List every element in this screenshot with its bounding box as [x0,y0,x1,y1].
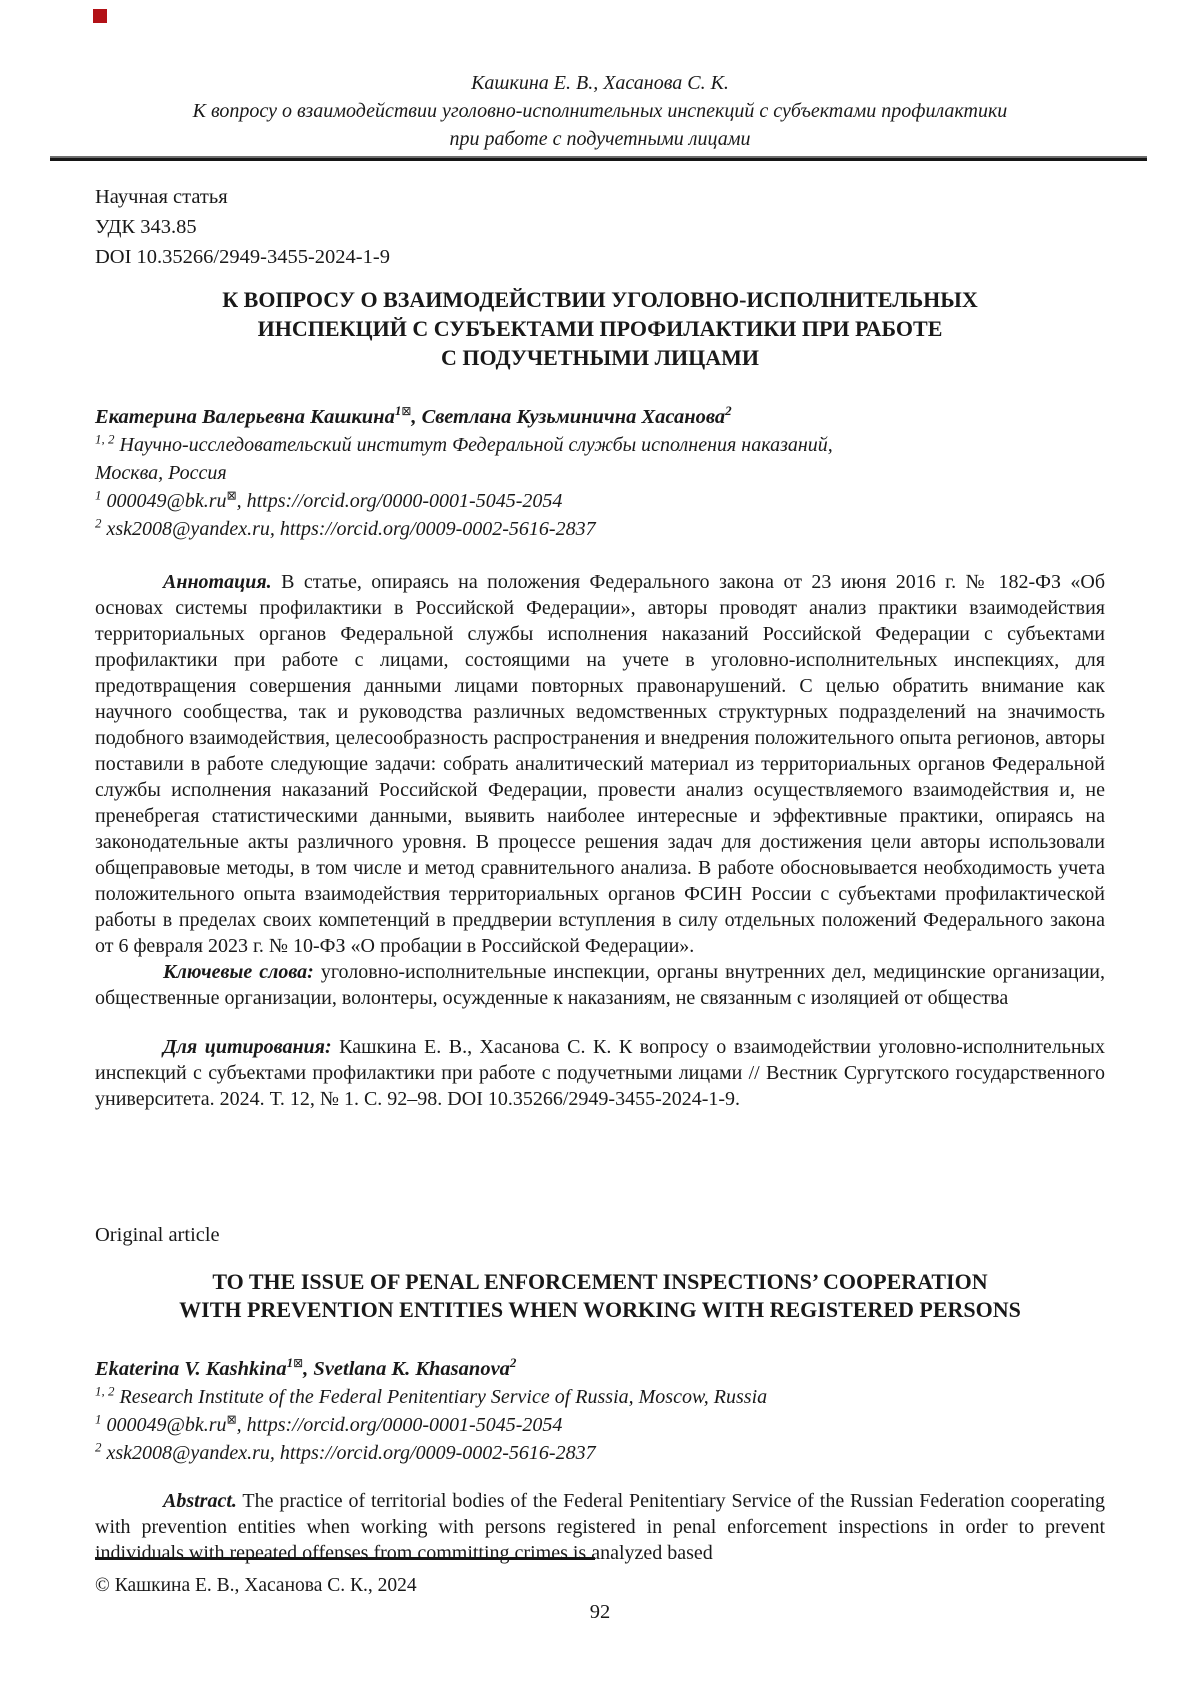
title-ru-line-1: К ВОПРОСУ О ВЗАИМОДЕЙСТВИИ УГОЛОВНО-ИСПОЛНИТЕЛЬНЫХ [222,287,978,312]
contact-ru-1-orcid: , https://orcid.org/0000-0001-5045-2054 [236,490,563,512]
envelope-icon: ⊠ [226,1412,237,1427]
title-en-line-2: WITH PREVENTION ENTITIES WHEN WORKING WITH REGISTERED PERSONS [179,1297,1021,1322]
contact-ru-1 [95,487,1105,515]
contact-ru-1-email: 000049@bk.ru [106,490,227,512]
abstract-ru [95,569,1105,959]
abstract-ru-label: Аннотация. [163,571,272,593]
contact-en-1-superscript: 1 [95,1411,102,1427]
contact-en-2-email-orcid: xsk2008@yandex.ru, https://orcid.org/0009-0002-5616-2837 [106,1442,596,1464]
contact-ru-2-email-orcid: xsk2008@yandex.ru, https://orcid.org/0009-0002-5616-2837 [106,518,596,540]
page-footer [95,1557,1105,1625]
author-ru-2: Светлана Кузьминична Хасанова [421,406,726,428]
affiliation-en-text: Research Institute of the Federal Penitentiary Service of Russia, Moscow, Russia [119,1386,768,1408]
author-en-2: Svetlana K. Khasanova [313,1358,510,1380]
affiliation-en [95,1383,1105,1411]
article-title-en [95,1268,1105,1324]
article-type-ru: Научная статья [95,186,228,208]
russian-body [95,569,1105,1221]
page-number: 92 [589,1601,611,1623]
affiliation-ru-superscript: 1, 2 [95,431,115,447]
author-ru-2-superscript: 2 [725,403,732,419]
abstract-en-text: The practice of territorial bodies of the Federal Penitentiary Service of the Russian Federation cooperating with prevention entities when working with persons registered in penal enforcement inspections in order to prevent individuals with repeated offenses from committing crimes is analyzed based [95,1490,1105,1564]
abstract-en [95,1488,1105,1566]
citation-ru [95,1034,1105,1112]
authors-separator: , [411,406,422,428]
affiliation-en-superscript: 1, 2 [95,1383,115,1399]
udc-code: УДК 343.85 [95,216,197,238]
running-head-title-line-2: при работе с подучетными лицами [449,128,751,150]
author-en-1: Ekaterina V. Kashkina [95,1358,287,1380]
contact-en-1-orcid: , https://orcid.org/0000-0001-5045-2054 [236,1414,563,1436]
footer-rule [95,1557,595,1560]
article-title-ru [95,285,1105,372]
contact-ru-2-superscript: 2 [95,515,102,531]
article-type-en: Original article [95,1224,220,1246]
corner-mark [93,9,107,23]
contact-en-1-email: 000049@bk.ru [106,1414,227,1436]
article-meta [95,182,1105,272]
author-en-1-superscript: 1 [286,1355,294,1371]
authors-en [95,1355,1105,1383]
keywords-ru-label: Ключевые слова: [163,961,314,983]
citation-ru-text: Кашкина Е. В., Хасанова С. К. К вопросу о взаимодействии уголовно-исполнительных инспекций с субъектами профилактики при работе с подучетными лицами // Вестник Сургутского государственного университета. 2024. Т. 12, № 1. С. 92–98. DOI 10.35266/2949-3455-2024-1-9. [95,1036,1105,1110]
keywords-ru-text: уголовно-исполнительные инспекции, органы внутренних дел, медицинские организации, общественные организации, волонтеры, осужденные к наказаниям, не связанным с изоляцией от общества [95,961,1106,1009]
contact-en-2 [95,1439,1105,1467]
header-rule [50,156,1147,161]
affiliation-ru [95,431,1105,487]
running-head-authors: Кашкина Е. В., Хасанова С. К. [471,72,729,94]
title-en-line-1: TO THE ISSUE OF PENAL ENFORCEMENT INSPECTIONS’ COOPERATION [212,1269,988,1294]
contact-ru-2 [95,515,1105,543]
author-en-2-superscript: 2 [509,1355,517,1371]
abstract-en-label: Abstract. [163,1490,237,1512]
doi-code: DOI 10.35266/2949-3455-2024-1-9 [95,246,390,268]
affiliation-ru-line-2: Москва, Россия [95,462,227,484]
authors-ru [95,403,1105,431]
author-ru-1: Екатерина Валерьевна Кашкина [95,406,395,428]
author-ru-1-superscript: 1 [394,403,402,419]
keywords-ru [95,959,1105,1011]
copyright-notice: © Кашкина Е. В., Хасанова С. К., 2024 [95,1575,417,1596]
citation-ru-label: Для цитирования: [163,1036,332,1058]
affiliation-ru-line-1: Научно-исследовательский институт Федеральной службы исполнения наказаний, [119,434,833,456]
abstract-ru-text: В статье, опираясь на положения Федерального закона от 23 июня 2016 г. № 182-ФЗ «Об основах системы профилактики в Российской Федерации», авторы проводят анализ практики взаимодействия территориальных органов Федеральной службы исполнения наказаний Российской Федерации с субъектами профилактики при работе с лицами, состоящими на учете в уголовно-исполнительных инспекциях, для предотвращения совершения данными лицами повторных правонарушений. С целью обратить внимание как научного сообщества, так и руководства различных ведомственных структурных подразделений на значимость подобного взаимодействия, целесообразность распространения и внедрения положительного опыта регионов, авторы поставили в работе следующие задачи: собрать аналитический материал из территориальных органов Федеральной службы исполнения наказаний Российской Федерации, провести анализ осуществляемого взаимодействия и, не пренебрегая статистическими данными, выявить наиболее интересные и эффективные практики, опираясь на законодательные акты различного уровня. В процессе решения задач для достижения цели авторы использовали общеправовые методы, в том числе и метод сравнительного анализа. В работе обосновывается необходимость учета положительного опыта взаимодействия территориальных органов ФСИН России с субъектами профилактической работы в пределах своих компетенций в преддверии вступления в силу отдельных положений Федерального закона от 6 февраля 2023 г. № 10-ФЗ «О пробации в Российской Федерации». [95,571,1106,957]
title-ru-line-2: ИНСПЕКЦИЙ С СУБЪЕКТАМИ ПРОФИЛАКТИКИ ПРИ РАБОТЕ [257,316,943,341]
envelope-icon: ⊠ [293,1356,304,1371]
contact-en-1 [95,1411,1105,1439]
authors-separator: , [303,1358,314,1380]
envelope-icon: ⊠ [226,488,237,503]
contact-ru-1-superscript: 1 [95,487,102,503]
title-ru-line-3: С ПОДУЧЕТНЫМИ ЛИЦАМИ [440,345,760,370]
envelope-icon: ⊠ [401,404,412,419]
running-head-title-line-1: К вопросу о взаимодействии уголовно-исполнительных инспекций с субъектами профилактики [192,100,1008,122]
contact-en-2-superscript: 2 [95,1439,102,1455]
running-head [95,0,1105,153]
